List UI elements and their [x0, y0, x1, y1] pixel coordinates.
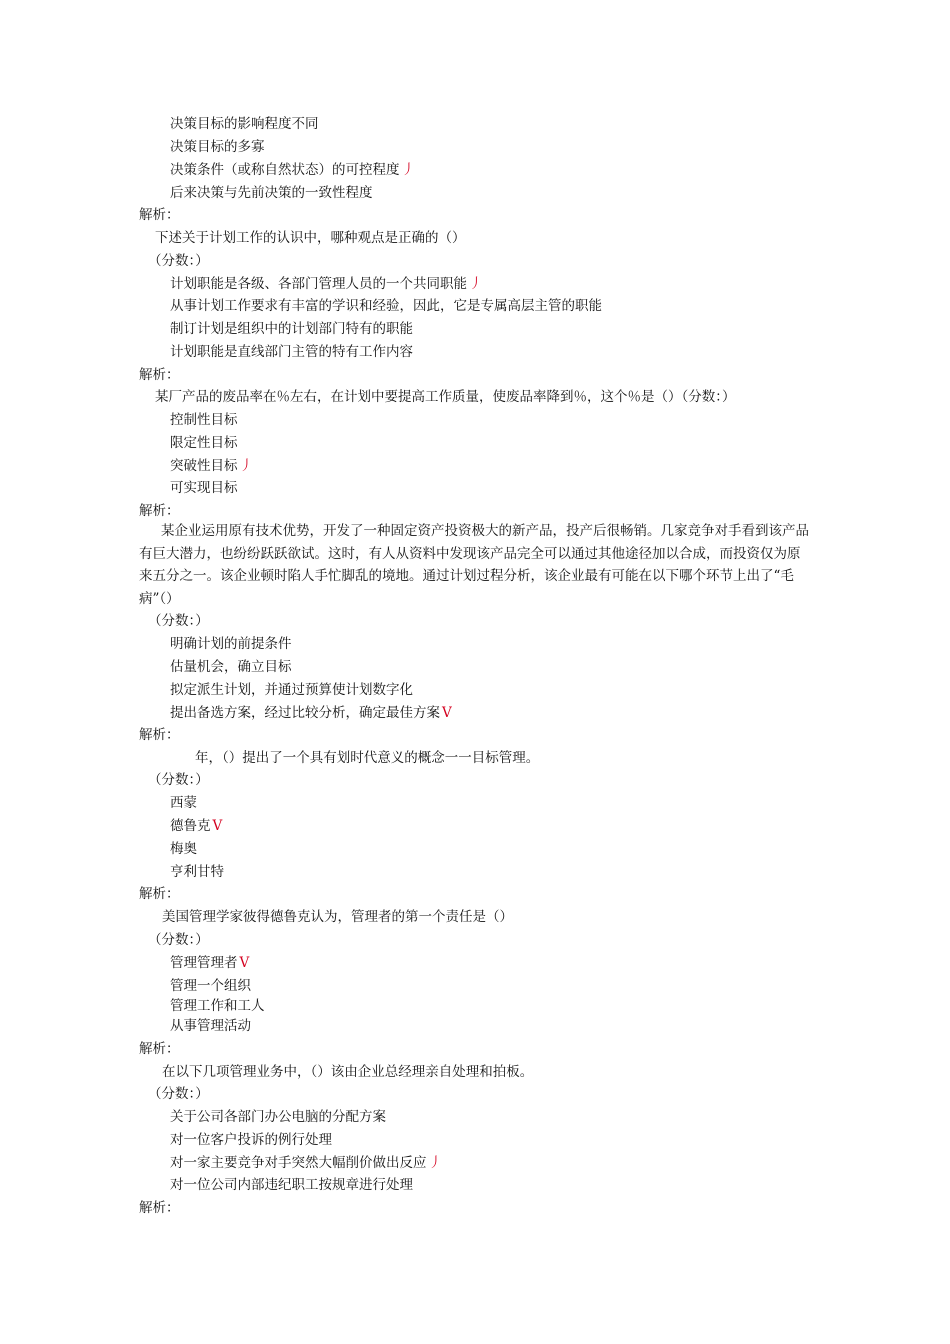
- option-q1-b: 从事计划工作要求有丰富的学识和经验，因此，它是专属高层主管的职能: [170, 298, 602, 314]
- analysis-label: 解析：: [139, 503, 180, 519]
- option-q1-d: 计划职能是直线部门主管的特有工作内容: [170, 344, 413, 360]
- analysis-label: 解析：: [139, 886, 180, 902]
- question-text: 年，（）提出了一个具有划时代意义的概念一一目标管理。: [195, 750, 540, 766]
- option-q5-b: 管理一个组织: [170, 978, 251, 994]
- correct-mark: 丿: [428, 1155, 442, 1171]
- option-q5-c: 管理工作和工人: [170, 998, 265, 1014]
- correct-mark: V: [239, 955, 250, 971]
- option-q6-a: 关于公司各部门办公电脑的分配方案: [170, 1109, 386, 1125]
- option-q4-d: 亨利甘特: [170, 864, 224, 880]
- analysis-label: 解析：: [139, 1041, 180, 1057]
- option-q3-c: 拟定派生计划，并通过预算使计划数字化: [170, 682, 413, 698]
- correct-mark: V: [212, 818, 223, 834]
- option-q2-d: 可实现目标: [170, 480, 238, 496]
- question-text: 某厂产品的废品率在％左右，在计划中要提高工作质量，使废品率降到％，这个％是（）（分数：）: [155, 389, 736, 405]
- option-q4-b: 德鲁克 V: [170, 818, 223, 834]
- option-q4-c: 梅奥: [170, 841, 197, 857]
- question-text: 美国管理学家彼得德鲁克认为，管理者的第一个责任是（）: [162, 909, 513, 925]
- option-q5-d: 从事管理活动: [170, 1018, 251, 1034]
- correct-mark: 丿: [469, 276, 483, 292]
- option-q3-a: 明确计划的前提条件: [170, 636, 292, 652]
- analysis-label: 解析：: [139, 367, 180, 383]
- option-q6-b: 对一位客户投诉的例行处理: [170, 1132, 332, 1148]
- analysis-label: 解析：: [139, 1200, 180, 1216]
- question-text: 在以下几项管理业务中，（）该由企业总经理亲自处理和拍板。: [162, 1064, 534, 1080]
- option-q2-a: 控制性目标: [170, 412, 238, 428]
- question-text: 某企业运用原有技术优势，开发了一种固定资产投资极大的新产品，投产后很畅销。几家竞争对手看到该产品有巨大潜力，也纷纷跃跃欲试。这时，有人从资料中发现该产品完全可以通过其他途径加以合成，而投资仅为原来五分之一。该企业顿时陷人手忙脚乱的境地。通过计划过程分析，该企业最有可能在以下哪个环节上出了“毛病”（）: [139, 523, 809, 607]
- option-q0-b: 决策目标的多寡: [170, 139, 265, 155]
- option-q3-b: 估量机会，确立目标: [170, 659, 292, 675]
- option-q5-a: 管理管理者 V: [170, 955, 250, 971]
- option-q3-d: 提出备选方案，经过比较分析，确定最佳方案 V: [170, 705, 452, 721]
- option-q4-a: 西蒙: [170, 795, 197, 811]
- option-q2-c: 突破性目标 丿: [170, 458, 253, 474]
- option-q0-c: 决策条件（或称自然状态）的可控程度 丿: [170, 162, 415, 178]
- analysis-label: 解析：: [139, 207, 180, 223]
- correct-mark: 丿: [239, 458, 253, 474]
- score-label: （分数：）: [148, 1086, 209, 1102]
- option-q6-c: 对一家主要竞争对手突然大幅削价做出反应 丿: [170, 1155, 442, 1171]
- option-q0-d: 后来决策与先前决策的一致性程度: [170, 185, 373, 201]
- option-q2-b: 限定性目标: [170, 435, 238, 451]
- score-label: （分数：）: [148, 253, 209, 269]
- score-label: （分数：）: [148, 613, 209, 629]
- option-q0-a: 决策目标的影响程度不同: [170, 116, 319, 132]
- correct-mark: V: [442, 705, 452, 721]
- analysis-label: 解析：: [139, 727, 180, 743]
- option-q1-a: 计划职能是各级、各部门管理人员的一个共同职能 丿: [170, 276, 483, 292]
- correct-mark: 丿: [401, 162, 415, 178]
- question-text: 下述关于计划工作的认识中，哪种观点是正确的（）: [155, 230, 466, 246]
- score-label: （分数：）: [148, 772, 209, 788]
- score-label: （分数：）: [148, 932, 209, 948]
- option-q6-d: 对一位公司内部违纪职工按规章进行处理: [170, 1177, 413, 1193]
- option-q1-c: 制订计划是组织中的计划部门特有的职能: [170, 321, 413, 337]
